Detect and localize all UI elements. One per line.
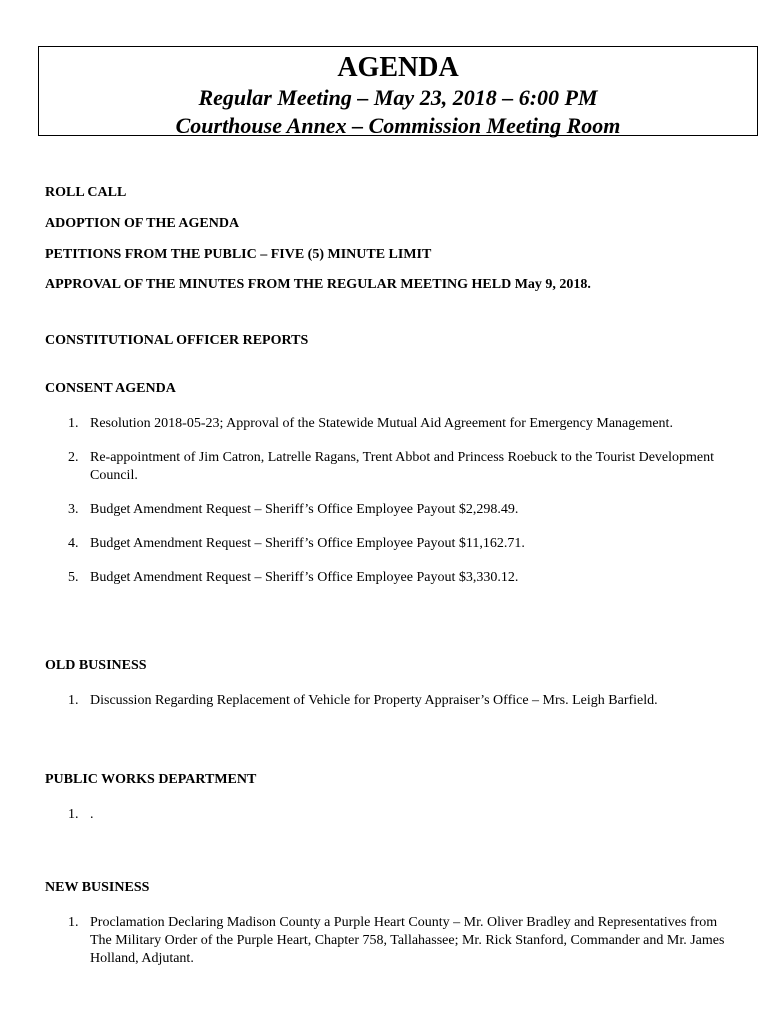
item-number: 2. [68,450,79,465]
item-number: 1. [68,807,79,822]
list-item [68,415,738,433]
item-number: 1. [68,915,79,930]
public-works-heading: PUBLIC WORKS DEPARTMENT [45,772,257,787]
adoption-heading: ADOPTION OF THE AGENDA [45,216,240,231]
list-item [68,535,738,553]
meeting-subtitle: Regular Meeting – May 23, 2018 – 6:00 PM [198,85,598,110]
list-item [68,806,738,824]
item-text: Budget Amendment Request – Sheriff’s Office Employee Payout $3,330.12. [90,570,519,585]
item-number: 1. [68,693,79,708]
item-text: Budget Amendment Request – Sheriff’s Office Employee Payout $2,298.49. [90,502,519,517]
new-business-heading: NEW BUSINESS [45,880,150,895]
item-text: Budget Amendment Request – Sheriff’s Office Employee Payout $11,162.71. [90,536,525,551]
item-number: 5. [68,570,79,585]
list-item [68,449,738,485]
item-text: Proclamation Declaring Madison County a Purple Heart County – Mr. Oliver Bradley and Representatives from The Military Order of the Purple Heart, Chapter 758, Tallahassee; Mr. Rick Stanford, Commander and Mr. James Holland, Adjutant. [90,915,725,966]
item-text: Re-appointment of Jim Catron, Latrelle Ragans, Trent Abbot and Princess Roebuck to the Tourist Development Council. [90,450,714,483]
approval-minutes-heading: APPROVAL OF THE MINUTES FROM THE REGULAR MEETING HELD May 9, 2018. [45,277,591,292]
agenda-header [38,46,758,136]
old-business-heading: OLD BUSINESS [45,658,147,673]
meeting-location: Courthouse Annex – Commission Meeting Room [175,113,621,138]
list-item [68,914,738,968]
consent-agenda-heading: CONSENT AGENDA [45,381,176,396]
roll-call-heading: ROLL CALL [45,185,127,200]
item-number: 1. [68,416,79,431]
item-text: . [90,807,94,822]
item-number: 4. [68,536,79,551]
list-item [68,501,738,519]
item-text: Resolution 2018-05-23; Approval of the Statewide Mutual Aid Agreement for Emergency Management. [90,416,673,431]
list-item [68,569,738,587]
petitions-heading: PETITIONS FROM THE PUBLIC – FIVE (5) MINUTE LIMIT [45,247,432,262]
item-text: Discussion Regarding Replacement of Vehicle for Property Appraiser’s Office – Mrs. Leigh Barfield. [90,693,658,708]
agenda-title: AGENDA [337,52,459,83]
item-number: 3. [68,502,79,517]
constitutional-heading: CONSTITUTIONAL OFFICER REPORTS [45,333,309,348]
list-item [68,692,738,710]
